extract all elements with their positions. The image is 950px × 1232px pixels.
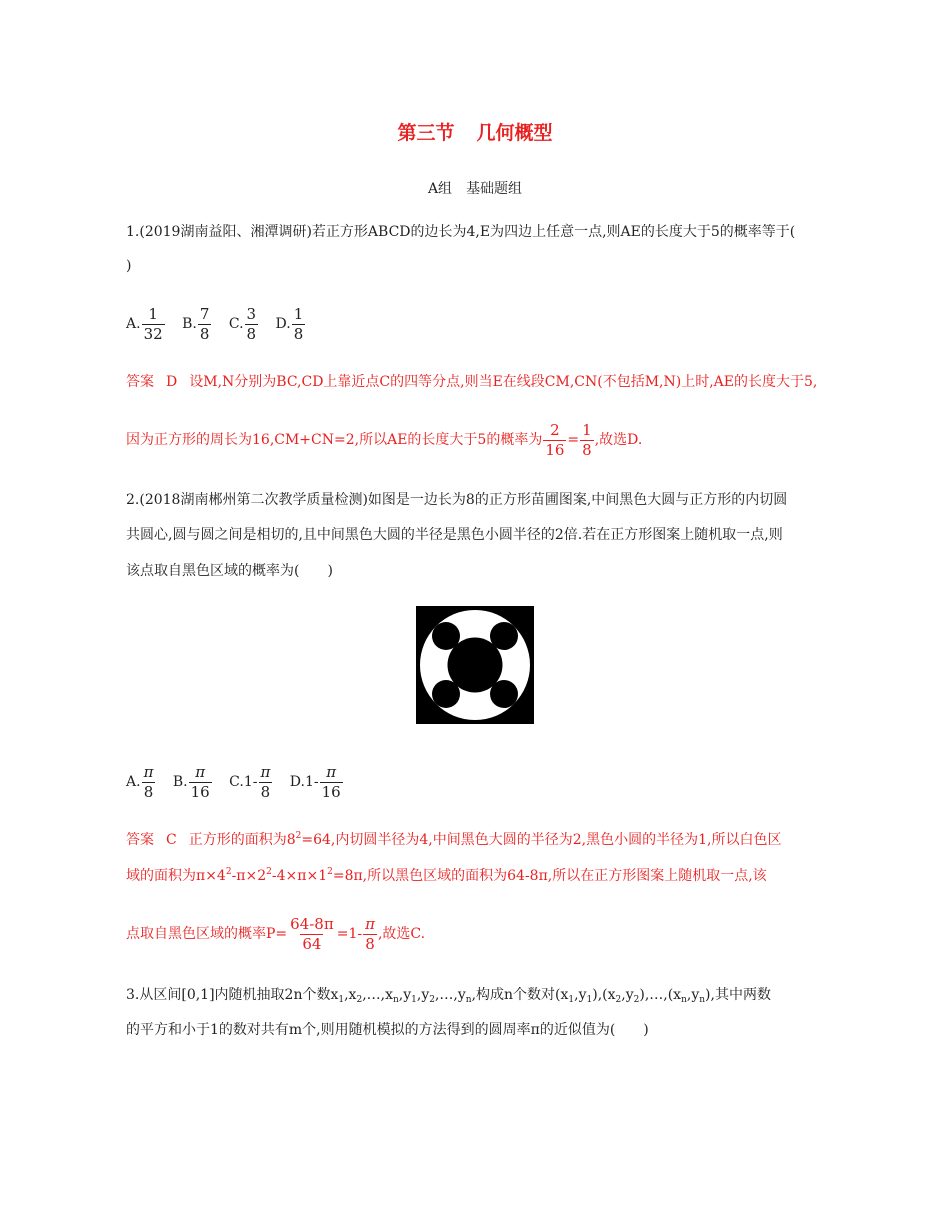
q1-answer-line1: 答案 D 设M,N分别为BC,CD上靠近点C的四等分点,则当E在线段CM,CN(不包括M,N)上时,AE的长度大于5, <box>126 374 818 390</box>
q1-answer-fraction-1: $\frac{2}{16}$ <box>545 420 565 459</box>
q2-answer-line2: 域的面积为$\pi\times 4^2-\pi\times 2^2-4\times\pi\times 1^2=8\pi$,所以黑色区域的面积为64-8π,所以在正方形图案上随机取一点,该 <box>126 867 767 884</box>
page-title: 第三节 几何概型 <box>397 122 553 144</box>
q1-option-c: C. $\frac{3}{8}$ <box>228 304 257 343</box>
q2-stem-line3: 该点取自黑色区域的概率为( ) <box>126 563 333 579</box>
q2-answer-tag: 答案 <box>126 832 154 848</box>
figure-small-black-circle <box>490 622 518 650</box>
q1-option-d: D. $\frac{1}{8}$ <box>275 304 304 343</box>
q1-answer-fraction-2: $\frac{1}{8}$ <box>582 420 592 459</box>
q2-answer-letter: C <box>166 832 177 848</box>
q2-answer-fraction-1: $\frac{64-8\pi}{64}$ <box>290 914 334 953</box>
q1-stem-line1: 1.(2019湖南益阳、湘潭调研)若正方形ABCD的边长为4,E为四边上任意一点,则AE的长度大于5的概率等于( <box>126 224 796 240</box>
figure-small-black-circle <box>490 680 518 708</box>
q1-option-b: B. $\frac{7}{8}$ <box>182 304 210 343</box>
group-heading: A组 基础题组 <box>427 181 523 197</box>
q2-stem-line2: 共圆心,圆与圆之间是相切的,且中间黑色大圆的半径是黑色小圆半径的2倍.若在正方形图案上随机取一点,则 <box>126 527 783 543</box>
figure-small-black-circle <box>432 622 460 650</box>
q1-answer-letter: D <box>166 374 178 390</box>
q2-option-b: B. $\frac{\pi}{16}$ <box>172 762 210 801</box>
q1-stem-line2: ) <box>126 258 132 274</box>
q2-options <box>126 762 356 802</box>
q2-answer-fraction-2: $\frac{\pi}{8}$ <box>365 914 375 953</box>
q3-stem-line2: 的平方和小于1的数对共有m个,则用随机模拟的方法得到的圆周率π的近似值为( ) <box>126 1022 649 1038</box>
nursery-pattern-figure <box>416 606 534 724</box>
q2-stem-line1: 2.(2018湖南郴州第二次教学质量检测)如图是一边长为8的正方形苗圃图案,中间黑色大圆与正方形的内切圆 <box>126 492 788 508</box>
q2-answer-line3: 点取自黑色区域的概率P= $\frac{64-8\pi}{64}$ =1- $\frac{\pi}{8}$ ,故选C. <box>126 914 426 953</box>
q2-option-c: C.1- $\frac{\pi}{8}$ <box>229 762 271 801</box>
q1-answer-line2: 因为正方形的周长为16,CM+CN=2,所以AE的长度大于5的概率为 $\frac{2}{16}$ = $\frac{1}{8}$ ,故选D. <box>126 420 643 459</box>
q1-options <box>126 304 318 344</box>
q2-answer-line1: 答案 C 正方形的面积为$8^2=64$,内切圆半径为4,中间黑色大圆的半径为2,黑色小圆的半径为1,所以白色区 <box>126 831 782 848</box>
q2-option-a: A. $\frac{\pi}{8}$ <box>126 762 154 801</box>
q1-option-a: A. $\frac{1}{32}$ <box>126 304 163 343</box>
q1-answer-tag: 答案 <box>126 374 154 390</box>
q3-stem-line1: 3.从区间[0,1]内随机抽取2n个数$x_1,x_2,\dots,x_n,y_1,y_2,\dots,y_n$,构成n个数对$(x_1,y_1),(x_2,y_2),\dots,(x_n,y_n)$,其中两数 <box>126 987 771 1005</box>
figure-small-black-circle <box>432 680 460 708</box>
q2-option-d: D.1- $\frac{\pi}{16}$ <box>289 762 341 801</box>
